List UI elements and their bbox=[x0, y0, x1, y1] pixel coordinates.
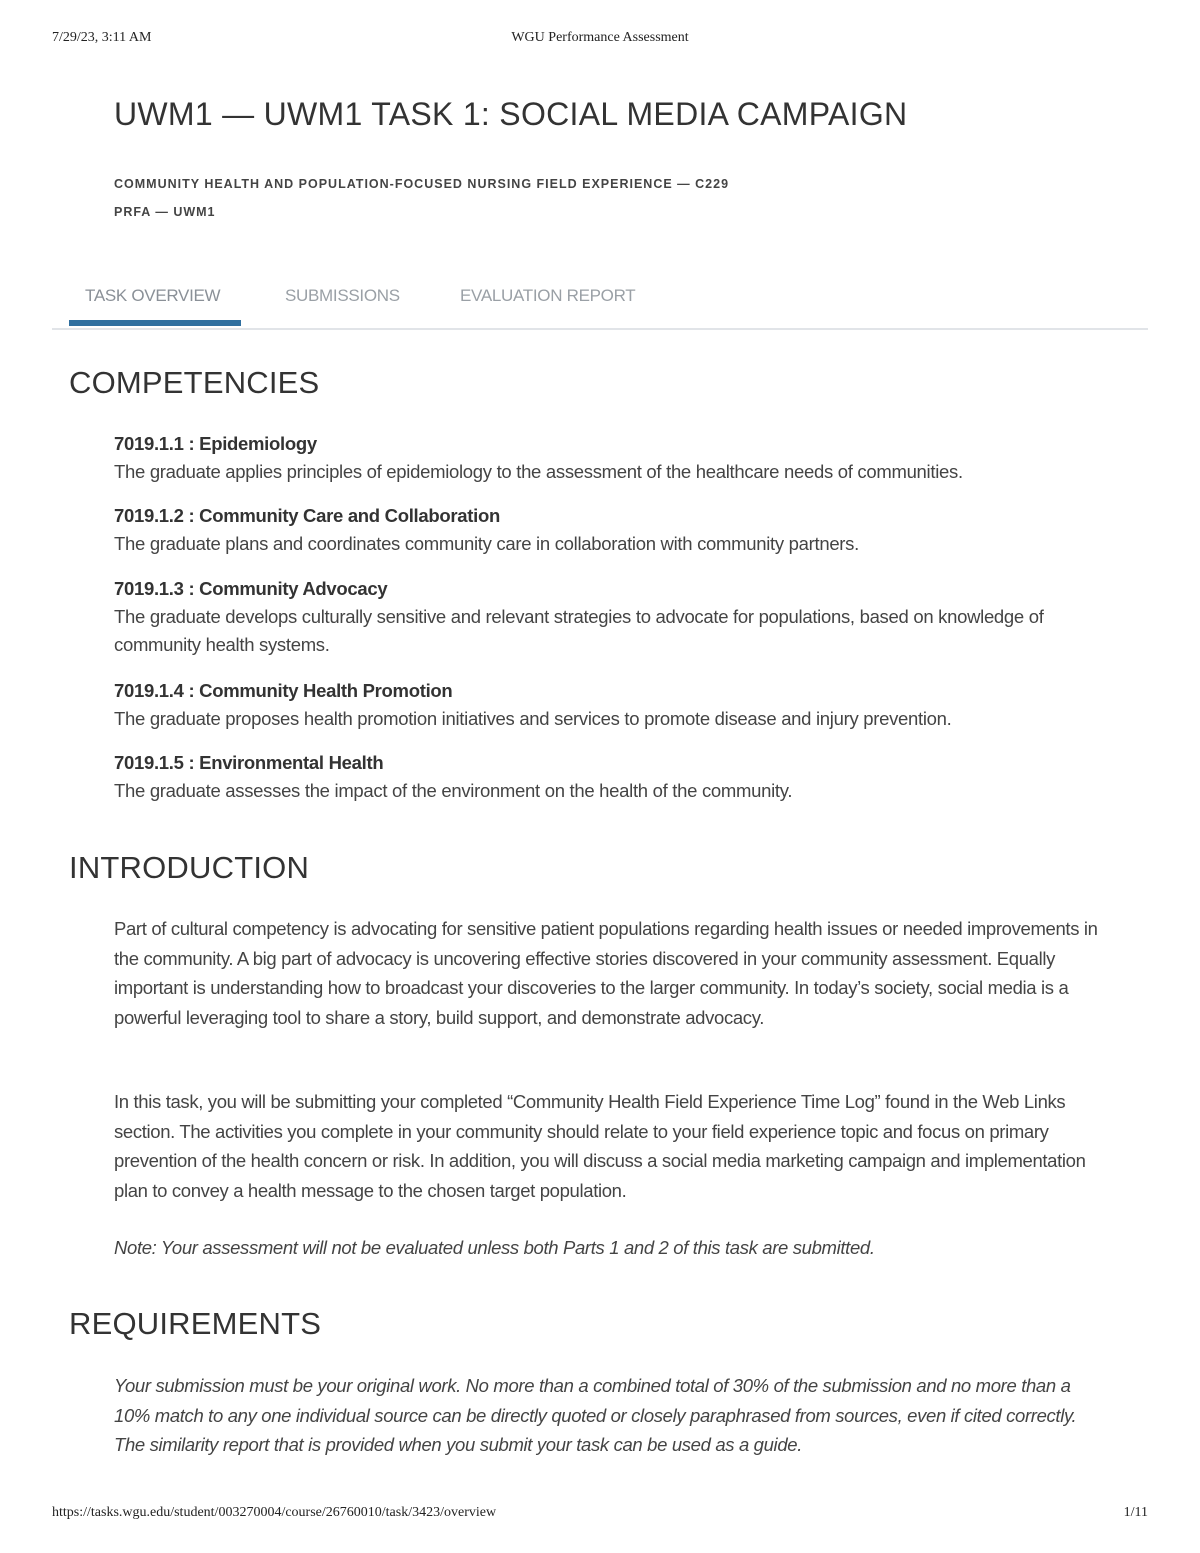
course-name: COMMUNITY HEALTH AND POPULATION-FOCUSED NURSING FIELD EXPERIENCE — C229 bbox=[114, 177, 730, 191]
print-page-title: WGU Performance Assessment bbox=[511, 30, 689, 45]
tab-submissions[interactable]: SUBMISSIONS bbox=[285, 286, 400, 305]
tab-evaluation-report[interactable]: EVALUATION REPORT bbox=[460, 286, 636, 305]
competency-title: 7019.1.3 : Community Advocacy bbox=[114, 578, 388, 599]
competencies-heading: COMPETENCIES bbox=[69, 365, 320, 400]
tab-task-overview[interactable]: TASK OVERVIEW bbox=[85, 286, 221, 305]
competency-title: 7019.1.2 : Community Care and Collaboration bbox=[114, 505, 500, 526]
competency-item bbox=[114, 575, 1094, 659]
introduction-heading: INTRODUCTION bbox=[69, 850, 310, 885]
competency-item bbox=[114, 502, 1094, 558]
active-tab-indicator bbox=[69, 320, 241, 326]
intro-paragraph: In this task, you will be submitting your completed “Community Health Field Experience Time Log” found in the Web Links section. The activities you complete in your community should relate to your field experience topic and focus on primary prevention of the health concern or risk. In addition, you will discuss a social media marketing campaign and implementation plan to convey a health message to the chosen target population. bbox=[114, 1091, 1086, 1201]
assessment-code: PRFA — UWM1 bbox=[114, 205, 216, 219]
page-title: UWM1 — UWM1 TASK 1: SOCIAL MEDIA CAMPAIGN bbox=[114, 96, 908, 132]
competency-title: 7019.1.4 : Community Health Promotion bbox=[114, 680, 453, 701]
competency-item bbox=[114, 677, 1094, 733]
requirements-paragraph: Your submission must be your original work. No more than a combined total of 30% of the submission and no more than a 10% match to any one individual source can be directly quoted or closely paraphrased from sources, even if cited correctly. The similarity report that is provided when you submit your task can be used as a guide. bbox=[114, 1375, 1077, 1455]
competency-title: 7019.1.5 : Environmental Health bbox=[114, 752, 384, 773]
print-page-number: 1/11 bbox=[1123, 1505, 1148, 1520]
intro-note: Note: Your assessment will not be evaluated unless both Parts 1 and 2 of this task are submitted. bbox=[114, 1237, 875, 1258]
print-datetime: 7/29/23, 3:11 AM bbox=[52, 30, 152, 45]
competency-description: The graduate plans and coordinates community care in collaboration with community partners. bbox=[114, 533, 859, 554]
print-url: https://tasks.wgu.edu/student/003270004/course/26760010/task/3423/overview bbox=[52, 1505, 497, 1520]
competency-item bbox=[114, 749, 1094, 805]
tab-bar bbox=[52, 272, 1148, 330]
competency-description: The graduate applies principles of epidemiology to the assessment of the healthcare needs of communities. bbox=[114, 461, 963, 482]
competency-description: The graduate assesses the impact of the environment on the health of the community. bbox=[114, 780, 793, 801]
competency-item bbox=[114, 430, 1094, 486]
competency-description: The graduate develops culturally sensitive and relevant strategies to advocate for populations, based on knowledge of community health systems. bbox=[114, 606, 1044, 655]
competency-title: 7019.1.1 : Epidemiology bbox=[114, 433, 317, 454]
requirements-heading: REQUIREMENTS bbox=[69, 1306, 322, 1341]
intro-paragraph: Part of cultural competency is advocating for sensitive patient populations regarding health issues or needed improvements in the community. A big part of advocacy is uncovering effective stories discovered in your community assessment. Equally important is understanding how to broadcast your discoveries to the larger community. In today’s society, social media is a powerful leveraging tool to share a story, build support, and demonstrate advocacy. bbox=[114, 918, 1098, 1028]
competency-description: The graduate proposes health promotion initiatives and services to promote disease and injury prevention. bbox=[114, 708, 952, 729]
